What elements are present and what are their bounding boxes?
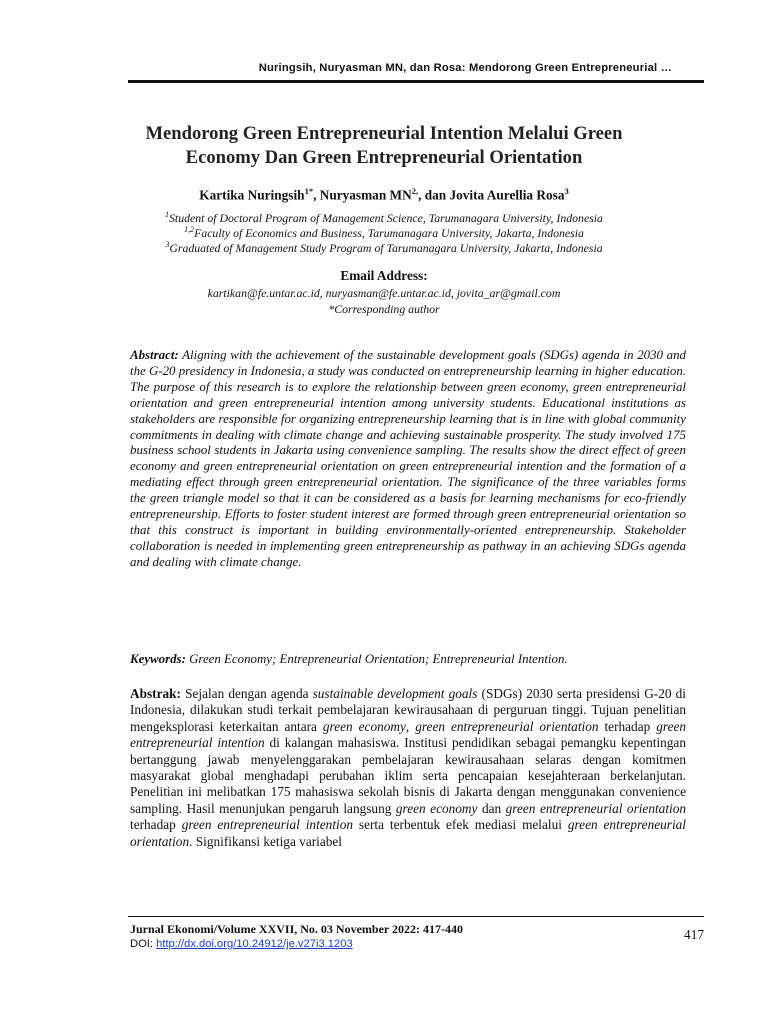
abstract-indonesian: [130, 686, 686, 850]
abstrak-text: serta terbentuk efek mediasi melalui: [353, 817, 568, 833]
author-3-marker: 3: [564, 186, 569, 196]
abstrak-text: Sejalan dengan agenda: [185, 686, 313, 701]
corresponding-note: *Corresponding author: [328, 302, 440, 316]
affiliation-text: Faculty of Economics and Business, Tarumanagara University, Jakarta, Indonesia: [194, 225, 584, 240]
abstrak-text: terhadap: [598, 718, 657, 734]
abstrak-text: . Signifikansi ketiga variabel: [189, 833, 342, 849]
abstrak-label: Abstrak:: [130, 686, 181, 701]
abstrak-italic-term: green economy: [395, 800, 478, 816]
paper-title: [110, 122, 658, 170]
abstrak-text: di kalangan mahasiswa. Institusi pendidikan sebagai pemangku kepentingan bertanggung jawab menyelenggarakan pembelajaran kewirausahaan selaras dengan komitmen masyarakat global menghadapi perubahan iklim serta pencapaian kesejahteraan berkelanjutan. Penelitian ini melibatkan 175 mahasiswa sekolah bisnis di Jakarta dengan menggunakan convenience sampling. Hasil menunjukan pengaruh langsung: [130, 735, 686, 816]
keywords-label: Keywords:: [130, 652, 186, 666]
affiliation-marker: 3: [165, 240, 170, 249]
doi-label: DOI:: [130, 938, 157, 950]
page-number: 417: [684, 927, 704, 942]
footer-rule: [128, 916, 704, 917]
running-header: Nuringsih, Nuryasman MN, dan Rosa: Mendorong Green Entrepreneurial …: [258, 62, 672, 74]
author-1: Kartika Nuringsih: [199, 187, 305, 203]
keywords-text: Green Economy; Entrepreneurial Orientation; Entrepreneurial Intention.: [189, 652, 568, 666]
keywords: [130, 652, 686, 667]
author-1-marker: 1*: [304, 186, 314, 196]
author-2-marker: 2,: [411, 186, 419, 196]
affiliation-text: Graduated of Management Study Program of Tarumanagara University, Jakarta, Indonesia: [169, 240, 603, 255]
abstrak-text: dan: [477, 800, 506, 816]
title-line-1: Mendorong Green Entrepreneurial Intention Melalui Green: [145, 123, 623, 144]
abstrak-italic-term: green entrepreneurial intention: [130, 718, 687, 751]
abstrak-italic-term: green entrepreneurial intention: [181, 817, 354, 833]
affiliation-3: [110, 237, 658, 256]
email-heading: Email Address:: [340, 268, 428, 283]
abstract-text: Aligning with the achievement of the sustainable development goals (SDGs) agenda in 2030 and the G-20 presidency in Indonesia, a study was conducted on entrepreneurship learning in higher education. The purpose of this research is to explore the relationship between green economy, green entrepreneurial orientation and green entrepreneurial intention among university students. Educational institutions as stakeholders are responsible for organizing entrepreneurship learning that is in line with global community commitments in dealing with climate change and achieving sustainable prosperity. The study involved 175 business school students in Jakarta using convenience sampling. The results show the direct effect of green economy and green entrepreneurial orientation on green entrepreneurial intention and the formation of a mediating effect through green entrepreneurial orientation. The significance of the three variables forms the green triangle model so that it can be considered as a basis for learning mechanisms for eco-friendly entrepreneurship. Efforts to foster student interest are formed through green entrepreneurial orientation so that this construct is important in building environmentally-oriented entrepreneurship. Stakeholder collaboration is needed in implementing green entrepreneurship as pathway in an achieving SDGs agenda and dealing with climate change.: [130, 348, 686, 569]
author-separator: , dan: [418, 187, 450, 203]
abstract-label: Abstract:: [130, 348, 179, 362]
doi-line: [130, 938, 353, 950]
affiliation-text: Student of Doctoral Program of Management Science, Tarumanagara University, Indonesia: [169, 210, 603, 225]
author-2: Nuryasman MN: [319, 187, 412, 203]
author-list: [110, 186, 658, 203]
doi-link[interactable]: http://dx.doi.org/10.24912/je.v27i3.1203: [156, 938, 353, 950]
abstract-english: [130, 348, 686, 571]
email-addresses: kartikan@fe.untar.ac.id, nuryasman@fe.untar.ac.id, jovita_ar@gmail.com: [207, 286, 561, 300]
header-rule: [128, 80, 704, 83]
abstrak-text: terhadap: [130, 817, 182, 833]
title-line-2: Economy Dan Green Entrepreneurial Orientation: [185, 147, 583, 168]
abstrak-italic-term: sustainable development goals: [312, 686, 478, 701]
abstrak-italic-term: green entrepreneurial orientation: [415, 718, 599, 734]
abstrak-italic-term: green entrepreneurial orientation: [505, 800, 687, 816]
abstrak-text: ,: [405, 718, 416, 734]
abstrak-text: (SDGs) 2030 serta presidensi G-20 di Indonesia, dilakukan studi terkait pembelajaran kewirausahaan di perguruan tinggi. Tujuan penelitian mengeksplorasi keterkaitan antara: [130, 686, 686, 734]
journal-citation: Jurnal Ekonomi/Volume XXVII, No. 03 November 2022: 417-440: [130, 922, 464, 936]
affiliation-marker: 1: [165, 210, 170, 219]
abstrak-italic-term: green entrepreneurial orientation: [130, 817, 686, 849]
author-3: Jovita Aurellia Rosa: [449, 187, 565, 203]
affiliation-marker: 1,2: [184, 225, 195, 234]
abstrak-italic-term: green economy: [322, 718, 406, 734]
author-separator: ,: [313, 187, 320, 203]
